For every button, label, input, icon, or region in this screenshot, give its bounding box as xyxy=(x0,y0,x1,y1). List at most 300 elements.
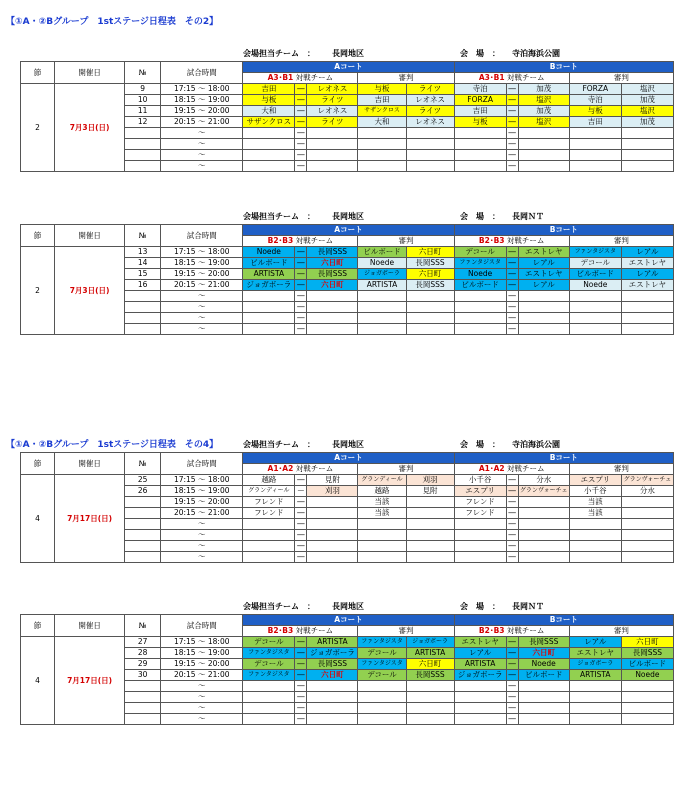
court-a-vs: ― xyxy=(295,128,307,139)
venue-info xyxy=(20,47,674,61)
table-row xyxy=(21,475,674,486)
court-a-team-1: 越路 xyxy=(243,475,295,486)
match-time xyxy=(161,648,243,659)
venue-team-value: 長岡地区 xyxy=(332,49,364,58)
court-b-ref-2 xyxy=(621,552,673,563)
match-header-a: 対戦チーム xyxy=(295,626,334,635)
court-b-vs: ― xyxy=(506,139,518,150)
court-b-ref-1: ARTISTA xyxy=(569,670,621,681)
court-b-vs: ― xyxy=(506,302,518,313)
court-b-ref-2 xyxy=(621,541,673,552)
court-a-team-1: ファンタジスタ xyxy=(243,670,295,681)
court-b-ref-1: ジョガボーラ xyxy=(569,659,621,670)
venue-label: 会 場 ： xyxy=(460,212,500,221)
time-header: 試合時間 xyxy=(161,225,243,247)
start-time: 18:15 xyxy=(173,258,196,267)
court-a-vs: ― xyxy=(295,530,307,541)
court-b-vs: ― xyxy=(506,714,518,725)
date-header: 開催日 xyxy=(55,225,125,247)
end-time: 21:00 xyxy=(207,280,230,289)
court-b-ref-1: レアル xyxy=(569,637,621,648)
court-b-vs: ― xyxy=(506,659,518,670)
court-a-vs: ― xyxy=(295,95,307,106)
court-b-ref-2 xyxy=(621,291,673,302)
match-time: ～ xyxy=(161,541,243,552)
court-b-ref-2 xyxy=(621,692,673,703)
court-b-vs: ― xyxy=(506,703,518,714)
court-b-ref-1: 寺泊 xyxy=(569,95,621,106)
court-a-ref-2: 六日町 xyxy=(406,269,454,280)
start-time: 19:15 xyxy=(173,497,196,506)
court-a-vs: ― xyxy=(295,84,307,95)
date-value: 7月17日(日) xyxy=(55,475,125,563)
time-sep: ～ xyxy=(197,117,206,126)
court-b-ref-1: デコール xyxy=(569,258,621,269)
court-b-ref-1 xyxy=(569,530,621,541)
court-b-header: Bコート xyxy=(454,225,673,236)
time-sep: ～ xyxy=(197,648,206,657)
court-a-vs: ― xyxy=(295,541,307,552)
court-b-ref-1: 吉田 xyxy=(569,117,621,128)
time-sep: ～ xyxy=(197,670,206,679)
court-a-team-2: 六日町 xyxy=(307,670,358,681)
court-a-ref-1 xyxy=(358,313,406,324)
court-b-team-2 xyxy=(518,161,569,172)
end-time: 21:00 xyxy=(207,670,230,679)
end-time: 18:00 xyxy=(207,84,230,93)
court-a-ref-1: 当該 xyxy=(358,497,406,508)
court-a-vs: ― xyxy=(295,692,307,703)
court-a-ref-2 xyxy=(406,128,454,139)
end-time: 19:00 xyxy=(207,95,230,104)
court-b-subheader xyxy=(454,236,569,247)
court-a-ref-2: ライツ xyxy=(406,84,454,95)
match-no: 12 xyxy=(125,117,161,128)
court-a-vs: ― xyxy=(295,659,307,670)
court-b-team-1: ARTISTA xyxy=(454,659,506,670)
court-a-subheader xyxy=(243,236,358,247)
court-b-ref-1: 当該 xyxy=(569,508,621,519)
court-b-team-1 xyxy=(454,313,506,324)
court-b-vs: ― xyxy=(506,84,518,95)
court-a-team-2: 見附 xyxy=(307,475,358,486)
sect-header: 節 xyxy=(21,615,55,637)
court-a-team-1: 大和 xyxy=(243,106,295,117)
court-b-ref-2: 塩沢 xyxy=(621,106,673,117)
court-a-vs: ― xyxy=(295,269,307,280)
court-b-ref-2: エストレヤ xyxy=(621,280,673,291)
start-time: 18:15 xyxy=(173,486,196,495)
court-b-ref-2 xyxy=(621,139,673,150)
time-sep: ～ xyxy=(197,280,206,289)
match-header-b: 対戦チーム xyxy=(506,73,545,82)
sect-value: 4 xyxy=(21,637,55,725)
court-a-team-1 xyxy=(243,150,295,161)
court-a-ref-1: グランディール xyxy=(358,475,406,486)
match-time: ～ xyxy=(161,150,243,161)
court-b-team-1 xyxy=(454,541,506,552)
court-b-team-1 xyxy=(454,703,506,714)
court-b-ref-2 xyxy=(621,324,673,335)
court-a-team-1 xyxy=(243,324,295,335)
court-b-ref-1: 当該 xyxy=(569,497,621,508)
start-time: 19:15 xyxy=(173,269,196,278)
court-a-team-1: ファンタジスタ xyxy=(243,648,295,659)
court-b-ref-1 xyxy=(569,714,621,725)
court-a-vs: ― xyxy=(295,519,307,530)
court-b-vs: ― xyxy=(506,670,518,681)
court-b-ref-1: 与板 xyxy=(569,106,621,117)
court-a-vs: ― xyxy=(295,247,307,258)
court-b-ref-1 xyxy=(569,313,621,324)
court-a-team-2 xyxy=(307,519,358,530)
court-b-team-2: 六日町 xyxy=(518,648,569,659)
court-a-team-2: レオネス xyxy=(307,84,358,95)
court-b-vs: ― xyxy=(506,117,518,128)
group-label-a: B2･B3 xyxy=(267,236,294,245)
court-a-team-1: Noede xyxy=(243,247,295,258)
court-a-vs: ― xyxy=(295,117,307,128)
court-a-team-2 xyxy=(307,508,358,519)
end-time: 21:00 xyxy=(207,508,230,517)
court-b-team-2: Noede xyxy=(518,659,569,670)
court-a-team-2: ライツ xyxy=(307,95,358,106)
schedule-table xyxy=(20,224,674,335)
court-b-ref-2: 長岡SSS xyxy=(621,648,673,659)
court-b-vs: ― xyxy=(506,313,518,324)
court-b-vs: ― xyxy=(506,681,518,692)
match-header-a: 対戦チーム xyxy=(295,464,334,473)
court-a-ref-2 xyxy=(406,703,454,714)
ref-header-b: 審判 xyxy=(569,73,673,84)
match-time xyxy=(161,117,243,128)
court-b-vs: ― xyxy=(506,541,518,552)
no-header: № xyxy=(125,225,161,247)
sect-header: 節 xyxy=(21,225,55,247)
court-b-team-2: 加茂 xyxy=(518,84,569,95)
court-a-vs: ― xyxy=(295,681,307,692)
court-a-ref-1 xyxy=(358,681,406,692)
sect-header: 節 xyxy=(21,62,55,84)
match-no xyxy=(125,128,161,139)
court-a-team-2 xyxy=(307,139,358,150)
court-a-vs: ― xyxy=(295,648,307,659)
court-a-vs: ― xyxy=(295,637,307,648)
court-a-team-1 xyxy=(243,139,295,150)
match-time xyxy=(161,475,243,486)
start-time: 19:15 xyxy=(173,106,196,115)
court-a-team-2: 六日町 xyxy=(307,258,358,269)
match-no xyxy=(125,714,161,725)
match-no: 27 xyxy=(125,637,161,648)
match-time xyxy=(161,280,243,291)
court-b-team-2 xyxy=(518,681,569,692)
match-time: ～ xyxy=(161,552,243,563)
venue-info xyxy=(20,600,674,614)
date-value: 7月3日(日) xyxy=(55,84,125,172)
court-a-ref-1: 与板 xyxy=(358,84,406,95)
ref-header-b: 審判 xyxy=(569,464,673,475)
court-a-team-1: 与板 xyxy=(243,95,295,106)
ref-header-b: 審判 xyxy=(569,626,673,637)
court-a-vs: ― xyxy=(295,324,307,335)
court-a-vs: ― xyxy=(295,714,307,725)
time-sep: ～ xyxy=(197,269,206,278)
match-time xyxy=(161,269,243,280)
court-b-ref-1 xyxy=(569,302,621,313)
sect-value: 4 xyxy=(21,475,55,563)
match-no xyxy=(125,681,161,692)
court-a-ref-2: ARTISTA xyxy=(406,648,454,659)
match-time: ～ xyxy=(161,291,243,302)
match-time: ～ xyxy=(161,681,243,692)
court-b-team-1: フレンド xyxy=(454,508,506,519)
court-b-vs: ― xyxy=(506,648,518,659)
end-time: 18:00 xyxy=(207,247,230,256)
end-time: 21:00 xyxy=(207,117,230,126)
schedule-block xyxy=(20,438,674,563)
court-b-vs: ― xyxy=(506,269,518,280)
court-b-team-1: デコール xyxy=(454,247,506,258)
match-no: 26 xyxy=(125,486,161,497)
venue-team-label: 会場担当チーム ： xyxy=(243,49,315,58)
court-b-team-2 xyxy=(518,714,569,725)
start-time: 20:15 xyxy=(173,280,196,289)
court-b-ref-1: エスプリ xyxy=(569,475,621,486)
sect-value: 2 xyxy=(21,84,55,172)
match-time: ～ xyxy=(161,139,243,150)
court-b-subheader xyxy=(454,464,569,475)
court-a-ref-2: レオネス xyxy=(406,117,454,128)
court-a-team-2 xyxy=(307,541,358,552)
court-b-vs: ― xyxy=(506,552,518,563)
court-b-ref-1: ビルボード xyxy=(569,269,621,280)
match-no xyxy=(125,302,161,313)
court-a-team-2 xyxy=(307,552,358,563)
court-a-team-1: デコール xyxy=(243,637,295,648)
court-b-team-2 xyxy=(518,302,569,313)
court-b-vs: ― xyxy=(506,324,518,335)
venue-team-label: 会場担当チーム ： xyxy=(243,602,315,611)
time-sep: ～ xyxy=(197,508,206,517)
court-b-team-2: 加茂 xyxy=(518,106,569,117)
venue-team-value: 長岡地区 xyxy=(332,440,364,449)
court-b-ref-1 xyxy=(569,150,621,161)
table-row xyxy=(21,84,674,95)
match-time: ～ xyxy=(161,302,243,313)
court-b-team-2 xyxy=(518,703,569,714)
end-time: 20:00 xyxy=(207,497,230,506)
venue-team-value: 長岡地区 xyxy=(332,602,364,611)
court-a-ref-2 xyxy=(406,541,454,552)
court-b-team-2 xyxy=(518,324,569,335)
court-a-ref-2 xyxy=(406,692,454,703)
time-sep: ～ xyxy=(197,84,206,93)
match-no: 13 xyxy=(125,247,161,258)
court-b-team-2 xyxy=(518,150,569,161)
court-a-ref-2 xyxy=(406,313,454,324)
court-a-ref-2: 刈羽 xyxy=(406,475,454,486)
court-b-ref-2 xyxy=(621,681,673,692)
time-sep: ～ xyxy=(197,247,206,256)
court-a-vs: ― xyxy=(295,291,307,302)
court-b-ref-2 xyxy=(621,161,673,172)
court-a-ref-1 xyxy=(358,519,406,530)
court-b-team-2: レアル xyxy=(518,258,569,269)
court-a-ref-2: 六日町 xyxy=(406,659,454,670)
group-label-b: A3･B1 xyxy=(478,73,505,82)
court-a-vs: ― xyxy=(295,486,307,497)
match-time xyxy=(161,486,243,497)
match-time xyxy=(161,106,243,117)
court-b-ref-1 xyxy=(569,324,621,335)
court-b-team-2: 分水 xyxy=(518,475,569,486)
court-b-ref-2 xyxy=(621,714,673,725)
group-label-a: A3･B1 xyxy=(267,73,294,82)
court-a-team-1 xyxy=(243,714,295,725)
court-a-vs: ― xyxy=(295,703,307,714)
court-a-team-2 xyxy=(307,497,358,508)
court-a-team-2: ライツ xyxy=(307,117,358,128)
court-b-team-1: 与板 xyxy=(454,117,506,128)
end-time: 19:00 xyxy=(207,486,230,495)
match-header-b: 対戦チーム xyxy=(506,626,545,635)
date-header: 開催日 xyxy=(55,453,125,475)
match-time: ～ xyxy=(161,324,243,335)
match-time: ～ xyxy=(161,161,243,172)
court-b-ref-2 xyxy=(621,519,673,530)
venue-info xyxy=(20,438,674,452)
court-a-ref-2 xyxy=(406,150,454,161)
match-no: 14 xyxy=(125,258,161,269)
court-b-vs: ― xyxy=(506,519,518,530)
court-b-vs: ― xyxy=(506,637,518,648)
venue-team-label: 会場担当チーム ： xyxy=(243,212,315,221)
court-b-vs: ― xyxy=(506,95,518,106)
time-sep: ～ xyxy=(197,659,206,668)
court-b-ref-1 xyxy=(569,161,621,172)
court-b-ref-1 xyxy=(569,519,621,530)
court-b-team-1 xyxy=(454,150,506,161)
match-header-b: 対戦チーム xyxy=(507,464,545,473)
court-a-ref-2 xyxy=(406,324,454,335)
court-b-team-1 xyxy=(454,291,506,302)
court-a-ref-2 xyxy=(406,497,454,508)
match-no: 11 xyxy=(125,106,161,117)
start-time: 17:15 xyxy=(173,247,196,256)
court-b-ref-2 xyxy=(621,128,673,139)
court-a-team-2: ジョガボーラ xyxy=(307,648,358,659)
match-time: ～ xyxy=(161,692,243,703)
court-a-team-2 xyxy=(307,313,358,324)
court-b-ref-2: 加茂 xyxy=(621,117,673,128)
court-a-header: Aコート xyxy=(243,453,454,464)
group-label-a: B2･B3 xyxy=(267,626,294,635)
schedule-table xyxy=(20,614,674,725)
table-row xyxy=(21,637,674,648)
court-a-team-2: 長岡SSS xyxy=(307,659,358,670)
court-b-team-1 xyxy=(454,681,506,692)
court-a-team-1: デコール xyxy=(243,659,295,670)
court-b-ref-2: 加茂 xyxy=(621,95,673,106)
court-a-ref-2 xyxy=(406,552,454,563)
court-a-ref-1 xyxy=(358,291,406,302)
court-b-ref-1 xyxy=(569,139,621,150)
match-no xyxy=(125,497,161,508)
schedule-block xyxy=(20,210,674,335)
start-time: 20:15 xyxy=(173,117,196,126)
court-a-ref-2 xyxy=(406,530,454,541)
court-a-ref-1: ファンタジスタ xyxy=(358,659,406,670)
court-a-subheader xyxy=(243,73,358,84)
match-no xyxy=(125,150,161,161)
court-a-team-1 xyxy=(243,519,295,530)
match-no xyxy=(125,552,161,563)
court-a-ref-1 xyxy=(358,692,406,703)
time-sep: ～ xyxy=(197,95,206,104)
court-b-vs: ― xyxy=(506,530,518,541)
court-b-team-1: 吉田 xyxy=(454,106,506,117)
court-b-team-2 xyxy=(518,128,569,139)
time-header: 試合時間 xyxy=(161,453,243,475)
court-b-team-1: Noede xyxy=(454,269,506,280)
court-a-vs: ― xyxy=(295,280,307,291)
court-b-team-1: エストレヤ xyxy=(454,637,506,648)
court-a-team-1: 吉田 xyxy=(243,84,295,95)
match-time: ～ xyxy=(161,530,243,541)
match-no xyxy=(125,313,161,324)
court-b-ref-2 xyxy=(621,150,673,161)
match-time xyxy=(161,508,243,519)
court-b-team-1 xyxy=(454,139,506,150)
court-b-ref-2 xyxy=(621,508,673,519)
court-a-ref-1 xyxy=(358,139,406,150)
court-b-ref-1: 小千谷 xyxy=(569,486,621,497)
schedule-table xyxy=(20,452,674,563)
court-b-ref-1 xyxy=(569,541,621,552)
start-time: 20:15 xyxy=(173,670,196,679)
court-a-team-1 xyxy=(243,161,295,172)
court-a-team-1: サザンクロス xyxy=(243,117,295,128)
date-header: 開催日 xyxy=(55,615,125,637)
court-b-ref-1 xyxy=(569,552,621,563)
court-b-ref-2: Noede xyxy=(621,670,673,681)
court-a-ref-2: 長岡SSS xyxy=(406,258,454,269)
court-a-ref-1: 当該 xyxy=(358,508,406,519)
no-header: № xyxy=(125,62,161,84)
court-b-team-2 xyxy=(518,692,569,703)
end-time: 19:00 xyxy=(207,258,230,267)
court-a-team-2 xyxy=(307,161,358,172)
match-no: 30 xyxy=(125,670,161,681)
start-time: 17:15 xyxy=(173,637,196,646)
match-no xyxy=(125,291,161,302)
court-b-ref-1 xyxy=(569,703,621,714)
court-a-ref-2 xyxy=(406,139,454,150)
court-b-team-1: フレンド xyxy=(454,497,506,508)
court-b-ref-2: 塩沢 xyxy=(621,84,673,95)
court-b-ref-1: FORZA xyxy=(569,84,621,95)
match-time xyxy=(161,247,243,258)
court-b-ref-2 xyxy=(621,497,673,508)
group-label-b: B2･B3 xyxy=(478,236,505,245)
court-a-ref-1: ファンタジスタ xyxy=(358,637,406,648)
court-a-ref-1 xyxy=(358,552,406,563)
court-b-ref-1 xyxy=(569,291,621,302)
court-b-ref-2 xyxy=(621,703,673,714)
match-time xyxy=(161,497,243,508)
court-b-vs: ― xyxy=(506,486,518,497)
